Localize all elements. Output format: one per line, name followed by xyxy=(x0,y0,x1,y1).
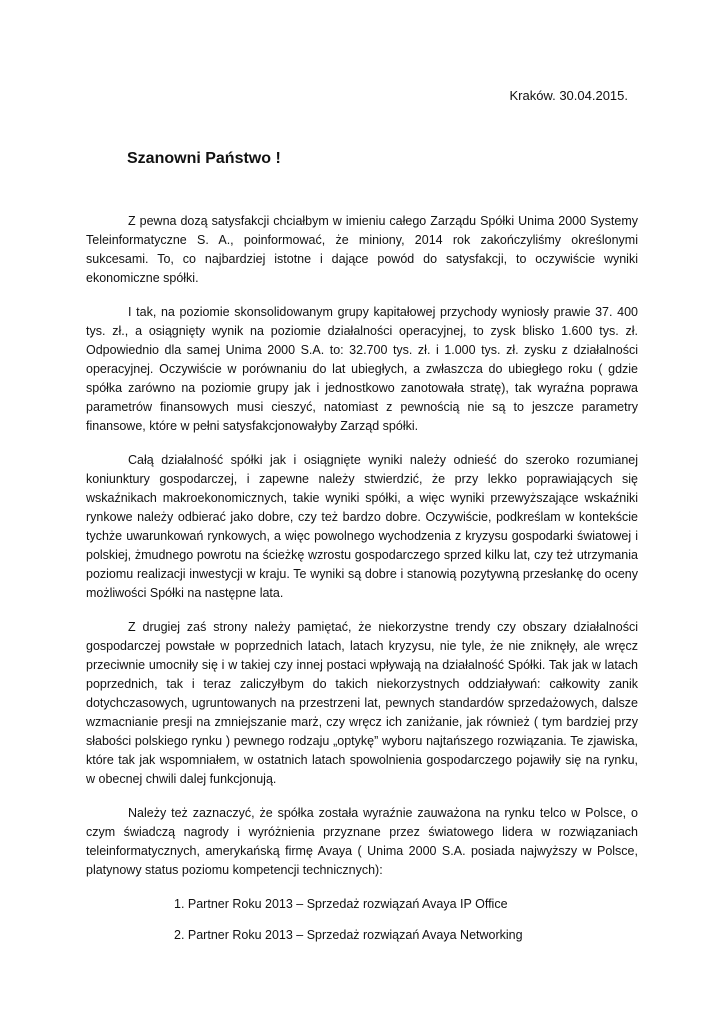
letter-date: Kraków. 30.04.2015. xyxy=(509,88,628,103)
paragraph: Całą działalność spółki jak i osiągnięte wyniki należy odnieść do szeroko rozumianej koniunktury gospodarczej, i zapewne należy stwierdzić, że przy lekko poprawiających się wskaźnikach makroekonomicznych, takie wyniki spółki, a więc wyniki przewyższające wskaźniki rynkowe należy odbierać jako dobre, czy też bardzo dobre. Oczywiście, podkreślam w kontekście tychże uwarunkowań rynkowych, a więc powolnego wychodzenia z kryzysu gospodarki światowej i polskiej, żmudnego powrotu na ścieżkę wzrostu gospodarczego sprzed kilku lat, czy też utrzymania poziomu realizacji inwestycji w kraju. Te wyniki są dobre i stanowią pozytywną przesłankę do oceny możliwości Spółki na następne lata. xyxy=(86,453,638,600)
paragraph: Należy też zaznaczyć, że spółka została wyraźnie zauważona na rynku telco w Polsce, o czym świadczą nagrody i wyróżnienia przyznane przez światowego lidera w rozwiązaniach teleinformatycznych, amerykańską firmę Avaya ( Unima 2000 S.A. posiada najwyższy w Polsce, platynowy status poziomu kompetencji technicznych): xyxy=(86,806,638,877)
award-item: 1. Partner Roku 2013 – Sprzedaż rozwiązań Avaya IP Office xyxy=(174,897,508,911)
salutation: Szanowni Państwo ! xyxy=(127,150,281,167)
letter-body xyxy=(86,212,638,957)
awards-list xyxy=(86,895,638,945)
award-item: 2. Partner Roku 2013 – Sprzedaż rozwiązań Avaya Networking xyxy=(174,928,523,942)
paragraph: I tak, na poziomie skonsolidowanym grupy kapitałowej przychody wyniosły prawie 37. 400 tys. zł., a osiągnięty wynik na poziomie działalności operacyjnej, to zysk blisko 1.600 tys. zł. Odpowiednio dla samej Unima 2000 S.A. to: 32.700 tys. zł. i 1.000 tys. zł. zysku z działalności operacyjnej. Oczywiście w porównaniu do lat ubiegłych, a zwłaszcza do ubiegłego roku ( gdzie spółka zarówno na poziomie grupy jak i jednostkowo zanotowała stratę), tak wyraźna poprawa parametrów finansowych musi cieszyć, natomiast z pewnością nie są to jeszcze parametry finansowe, które w pełni satysfakcjonowałyby Zarząd spółki. xyxy=(86,305,638,433)
paragraph: Z pewna dozą satysfakcji chciałbym w imieniu całego Zarządu Spółki Unima 2000 Systemy Teleinformatyczne S. A., poinformować, że miniony, 2014 rok zakończyliśmy określonymi sukcesami. To, co najbardziej istotne i dające powód do satysfakcji, to oczywiście wyniki ekonomiczne spółki. xyxy=(86,214,638,285)
paragraph: Z drugiej zaś strony należy pamiętać, że niekorzystne trendy czy obszary działalności gospodarczej powstałe w poprzednich latach, latach kryzysu, nie tyle, że nie zniknęły, ale wręcz przeciwnie umocniły się i w takiej czy innej postaci wpływają na działalność Spółki. Tak jak w latach poprzednich, tak i teraz zaliczyłbym do takich niekorzystnych oddziaływań: całkowity zanik dotychczasowych, ugruntowanych na przestrzeni lat, pewnych standardów sprzedażowych, dalsze wzmacnianie presji na zmniejszanie marż, czy wręcz ich zaniżanie, jak również ( tym bardziej przy słabości polskiego rynku ) pewnego rodzaju „optykę” wyboru najtańszego rozwiązania. Te zjawiska, które tak jak wspomniałem, w ostatnich latach spowolnienia gospodarczego pojawiły się na rynku, w obecnej chwili dalej funkcjonują. xyxy=(86,620,638,786)
